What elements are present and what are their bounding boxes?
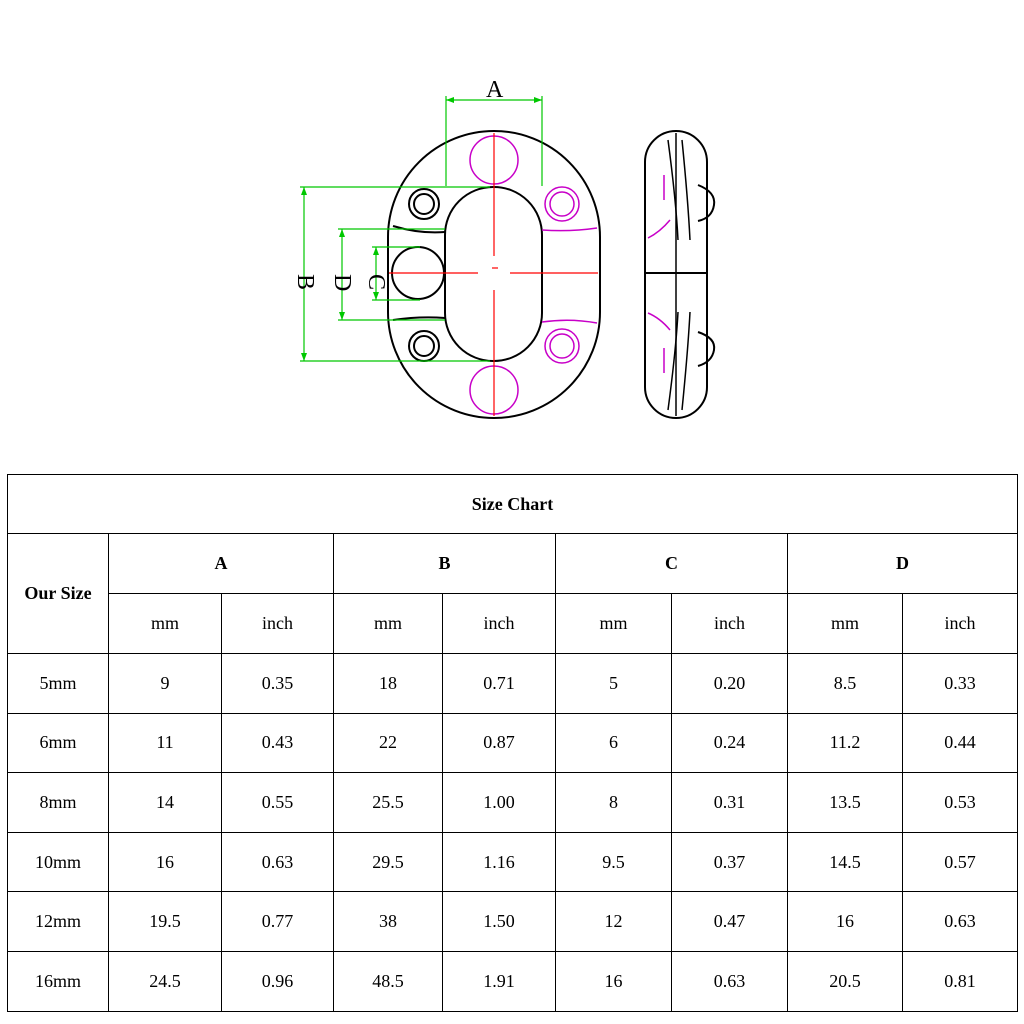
value-cell: 38 — [334, 892, 443, 952]
dimension-label-a: A — [486, 77, 504, 103]
value-cell: 16 — [788, 892, 903, 952]
value-cell: 0.31 — [672, 773, 788, 833]
size-cell: 5mm — [8, 654, 109, 714]
value-cell: 0.96 — [222, 951, 334, 1011]
left-half-features — [392, 189, 445, 361]
group-header-d: D — [788, 534, 1018, 594]
hidden-features — [470, 136, 597, 414]
dimension-label-d: D — [329, 274, 355, 292]
value-cell: 0.33 — [903, 654, 1018, 714]
value-cell: 0.53 — [903, 773, 1018, 833]
technical-drawing — [0, 0, 1024, 470]
value-cell: 22 — [334, 713, 443, 773]
value-cell: 14 — [109, 773, 222, 833]
unit-header: inch — [222, 594, 334, 654]
value-cell: 6 — [556, 713, 672, 773]
center-lines — [389, 133, 598, 416]
table-row — [8, 892, 1018, 952]
value-cell: 0.57 — [903, 832, 1018, 892]
value-cell: 0.55 — [222, 773, 334, 833]
value-cell: 0.77 — [222, 892, 334, 952]
size-cell: 16mm — [8, 951, 109, 1011]
value-cell: 0.47 — [672, 892, 788, 952]
value-cell: 48.5 — [334, 951, 443, 1011]
size-chart-table — [7, 474, 1018, 1012]
value-cell: 29.5 — [334, 832, 443, 892]
size-cell: 8mm — [8, 773, 109, 833]
side-view — [645, 131, 714, 418]
unit-header: mm — [109, 594, 222, 654]
unit-header: inch — [903, 594, 1018, 654]
dimension-label-b: B — [292, 274, 318, 291]
value-cell: 5 — [556, 654, 672, 714]
connecting-link-diagram — [0, 0, 1024, 470]
group-header-b: B — [334, 534, 556, 594]
value-cell: 0.24 — [672, 713, 788, 773]
value-cell: 13.5 — [788, 773, 903, 833]
value-cell: 25.5 — [334, 773, 443, 833]
value-cell: 0.63 — [903, 892, 1018, 952]
value-cell: 18 — [334, 654, 443, 714]
table-row — [8, 832, 1018, 892]
value-cell: 16 — [556, 951, 672, 1011]
value-cell: 1.91 — [443, 951, 556, 1011]
group-header-a: A — [109, 534, 334, 594]
table-row — [8, 951, 1018, 1011]
value-cell: 0.63 — [222, 832, 334, 892]
value-cell: 0.20 — [672, 654, 788, 714]
table-row — [8, 654, 1018, 714]
value-cell: 14.5 — [788, 832, 903, 892]
dimension-label-c: C — [363, 274, 389, 291]
value-cell: 0.43 — [222, 713, 334, 773]
unit-header: mm — [334, 594, 443, 654]
unit-header: mm — [556, 594, 672, 654]
unit-header: inch — [443, 594, 556, 654]
value-cell: 16 — [109, 832, 222, 892]
group-header-c: C — [556, 534, 788, 594]
unit-header: mm — [788, 594, 903, 654]
value-cell: 19.5 — [109, 892, 222, 952]
size-cell: 10mm — [8, 832, 109, 892]
value-cell: 0.87 — [443, 713, 556, 773]
size-cell: 6mm — [8, 713, 109, 773]
value-cell: 9 — [109, 654, 222, 714]
table-title: Size Chart — [8, 475, 1018, 534]
value-cell: 0.37 — [672, 832, 788, 892]
value-cell: 0.63 — [672, 951, 788, 1011]
value-cell: 1.16 — [443, 832, 556, 892]
value-cell: 8.5 — [788, 654, 903, 714]
our-size-header: Our Size — [8, 534, 109, 654]
table-row — [8, 773, 1018, 833]
value-cell: 8 — [556, 773, 672, 833]
value-cell: 0.35 — [222, 654, 334, 714]
value-cell: 11 — [109, 713, 222, 773]
table-row — [8, 713, 1018, 773]
value-cell: 0.71 — [443, 654, 556, 714]
value-cell: 0.44 — [903, 713, 1018, 773]
value-cell: 24.5 — [109, 951, 222, 1011]
dimension-lines — [300, 96, 542, 361]
unit-header: inch — [672, 594, 788, 654]
value-cell: 12 — [556, 892, 672, 952]
value-cell: 9.5 — [556, 832, 672, 892]
value-cell: 1.00 — [443, 773, 556, 833]
value-cell: 11.2 — [788, 713, 903, 773]
value-cell: 1.50 — [443, 892, 556, 952]
value-cell: 20.5 — [788, 951, 903, 1011]
value-cell: 0.81 — [903, 951, 1018, 1011]
size-cell: 12mm — [8, 892, 109, 952]
